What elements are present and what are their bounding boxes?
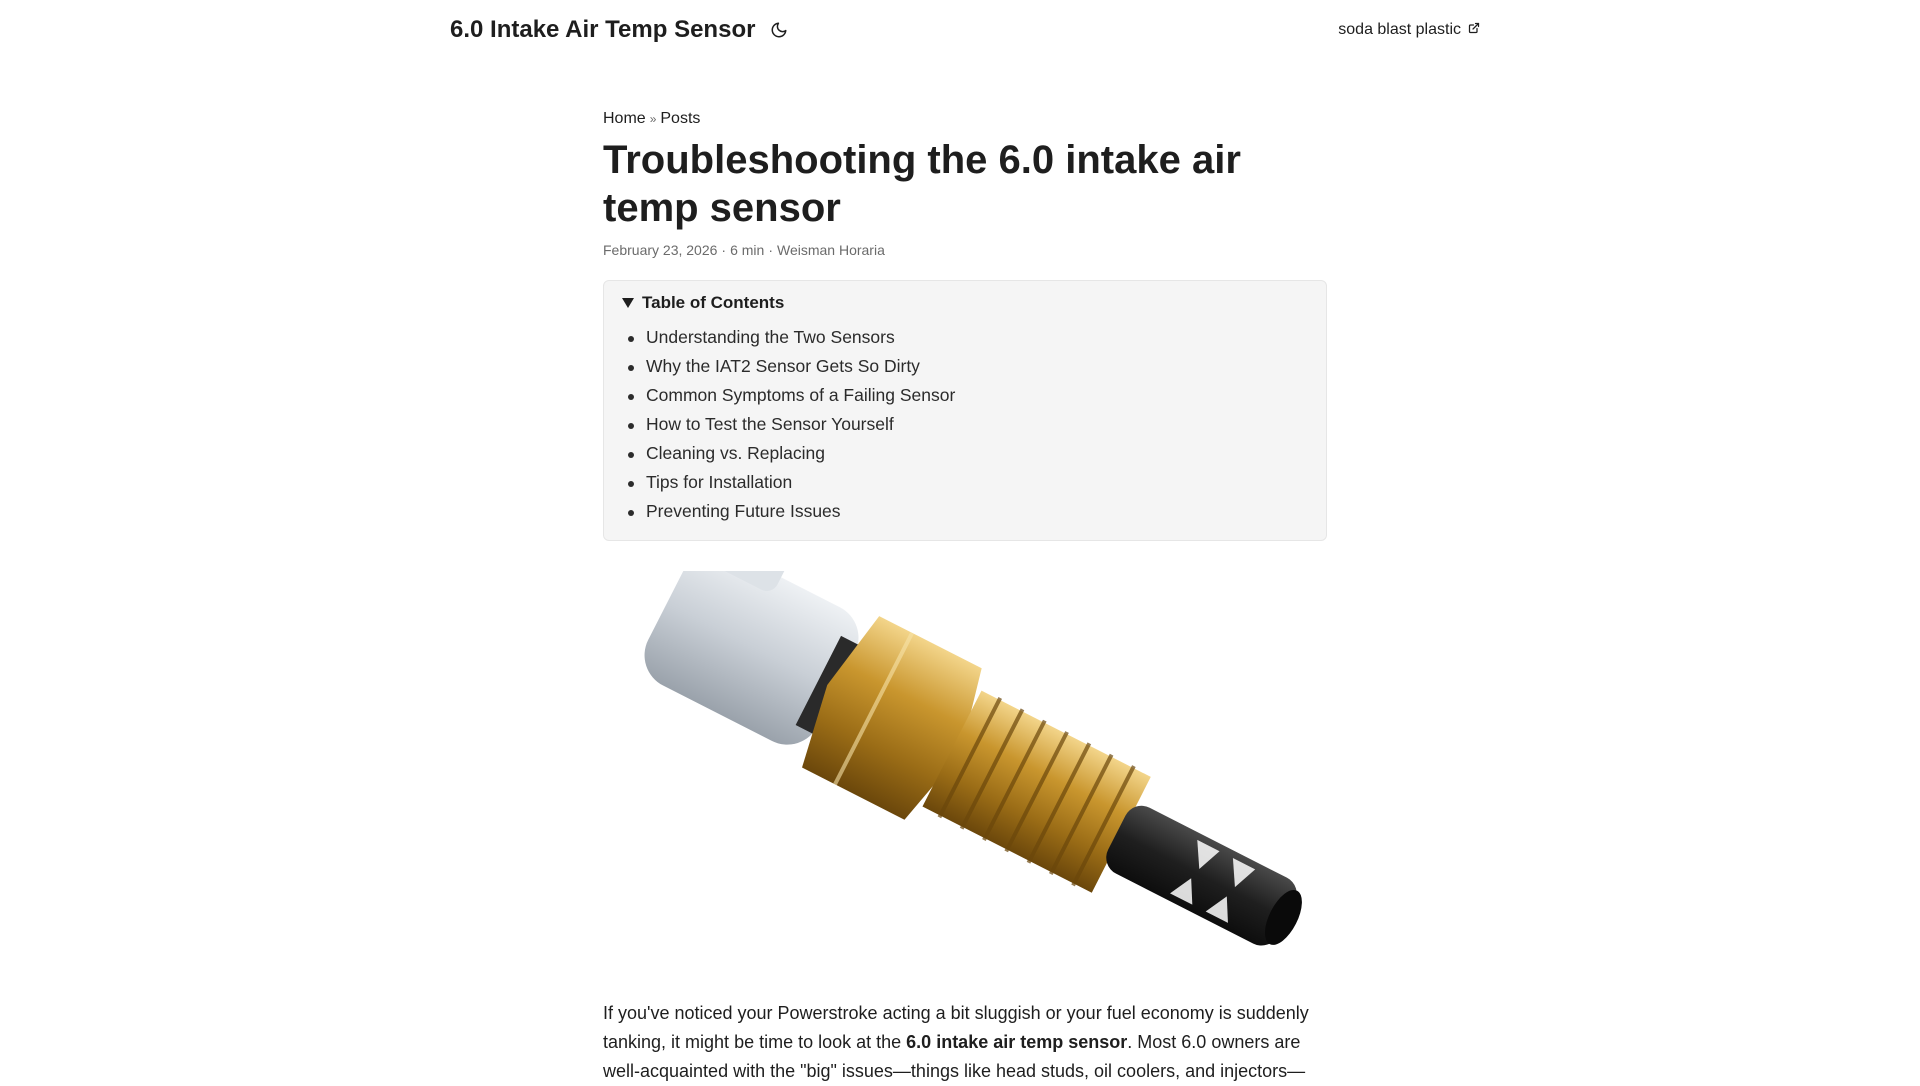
list-item [626, 468, 1308, 497]
intro-bold: 6.0 intake air temp sensor [906, 1032, 1128, 1052]
list-item [626, 323, 1308, 352]
toc-link[interactable]: Understanding the Two Sensors [646, 327, 895, 347]
breadcrumb-separator: » [649, 112, 657, 126]
toc-link[interactable]: How to Test the Sensor Yourself [646, 414, 894, 434]
page-title: Troubleshooting the 6.0 intake air temp sensor [603, 138, 1241, 230]
meta-separator: · [721, 242, 727, 258]
breadcrumb [603, 110, 1327, 128]
post-content [603, 999, 1327, 1086]
meta-separator: · [768, 242, 773, 258]
post-meta [603, 242, 1327, 258]
toc-link[interactable]: Why the IAT2 Sensor Gets So Dirty [646, 356, 920, 376]
toc-link[interactable]: Tips for Installation [646, 472, 793, 492]
post-read-time: 6 min [730, 242, 765, 258]
intro-paragraph [603, 999, 1327, 1086]
post-date: February 23, 2026 [603, 242, 718, 258]
menu-link-soda-blast-plastic[interactable] [1338, 21, 1480, 39]
intro-text-a: If you've noticed your Powerstroke acting a bit sluggish or your fuel economy is suddenly tanking, it might be time to look at the [603, 1003, 1309, 1052]
list-item [626, 381, 1308, 410]
sensor-illustration [603, 571, 1327, 977]
logo-group [450, 16, 789, 44]
list-item [626, 439, 1308, 468]
cover-image [603, 571, 1327, 977]
list-item [626, 352, 1308, 381]
menu-link-label: soda blast plastic [1338, 21, 1461, 38]
table-of-contents [603, 280, 1327, 541]
intro-text-b: . Most 6.0 owners are well-acquainted with the "big" issues—things like head studs, oil coolers, and injectors— [603, 1032, 1306, 1081]
toc-link[interactable]: Common Symptoms of a Failing Sensor [646, 385, 956, 405]
list-item [626, 410, 1308, 439]
toc-link[interactable]: Preventing Future Issues [646, 501, 841, 521]
triangle-down-icon [622, 298, 634, 308]
breadcrumb-posts[interactable]: Posts [660, 110, 701, 127]
moon-icon[interactable] [769, 20, 789, 40]
site-header [450, 14, 1480, 46]
external-link-icon [1468, 21, 1480, 39]
toc-toggle[interactable] [622, 293, 1308, 313]
breadcrumb-home[interactable]: Home [603, 110, 646, 127]
post-main [603, 110, 1327, 1086]
site-title-link[interactable]: 6.0 Intake Air Temp Sensor [450, 16, 756, 43]
post-author: Weisman Horaria [776, 242, 885, 258]
toc-link[interactable]: Cleaning vs. Replacing [646, 443, 825, 463]
toc-heading: Table of Contents [642, 293, 785, 312]
list-item [626, 497, 1308, 526]
toc-list [622, 323, 1308, 526]
